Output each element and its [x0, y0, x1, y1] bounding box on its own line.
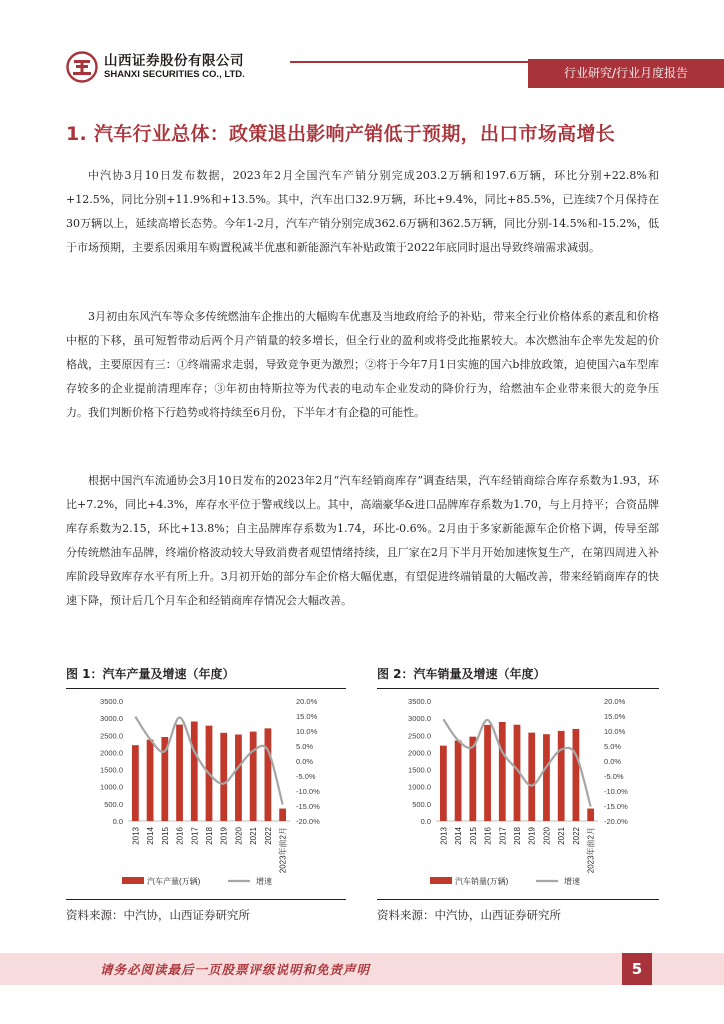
y-right-tick-label: 10.0% — [604, 727, 626, 736]
x-tick-label: 2014 — [146, 827, 156, 845]
y-left-tick-label: 3500.0 — [100, 697, 123, 706]
x-tick-label: 2019 — [527, 827, 537, 845]
x-tick-label: 2018 — [205, 827, 214, 845]
bar-2016 — [484, 725, 491, 821]
bar-2013 — [132, 745, 139, 821]
y-right-tick-label: -10.0% — [296, 787, 320, 796]
page-number: 5 — [622, 953, 652, 985]
bar-2022 — [265, 728, 272, 821]
y-left-tick-label: 0.0 — [420, 817, 431, 826]
y-right-tick-label: 20.0% — [604, 697, 626, 706]
bar-2022 — [573, 729, 580, 821]
figure-1-bottom-rule — [66, 899, 346, 900]
legend-bar-label: 汽车产量(万辆) — [147, 877, 201, 886]
x-tick-label: 2016 — [175, 827, 185, 845]
y-left-tick-label: 2500.0 — [100, 731, 123, 741]
figure-2-bottom-rule — [377, 899, 659, 900]
y-right-tick-label: 20.0% — [296, 697, 318, 706]
y-left-tick-label: 3500.0 — [408, 697, 431, 706]
x-tick-label: 2015 — [468, 827, 478, 845]
footer-bar — [0, 953, 724, 985]
y-left-tick-label: 1000.0 — [408, 782, 431, 792]
legend-line-label: 增速 — [564, 877, 580, 886]
footer-disclaimer: 请务必阅读最后一页股票评级说明和免责声明 — [100, 962, 371, 977]
bar-2017 — [191, 722, 198, 821]
bar-2023年1-2月 — [587, 809, 594, 821]
x-tick-label: 2016 — [483, 827, 493, 845]
bar-2013 — [440, 746, 447, 821]
figure-2-top-rule — [377, 688, 659, 689]
y-left-tick-label: 1500.0 — [100, 765, 123, 775]
x-tick-label: 2019 — [219, 827, 229, 845]
x-tick-label: 2013 — [439, 827, 449, 845]
bar-2023年1-2月 — [279, 809, 286, 821]
figure-1-caption: 图 1：汽车产量及增速（年度） — [66, 667, 235, 681]
y-right-tick-label: -5.0% — [296, 772, 316, 781]
bar-2020 — [235, 734, 242, 821]
y-right-tick-label: -20.0% — [604, 817, 628, 826]
y-right-tick-label: -10.0% — [604, 787, 628, 796]
x-tick-label: 2021 — [249, 827, 259, 845]
legend-bar-label: 汽车销量(万辆) — [455, 877, 509, 886]
x-tick-label: 2020 — [234, 827, 244, 845]
y-left-tick-label: 0.0 — [112, 817, 123, 826]
y-left-tick-label: 1000.0 — [100, 782, 123, 792]
y-left-tick-label: 2500.0 — [408, 731, 431, 741]
y-left-tick-label: 500.0 — [412, 799, 431, 809]
bar-2021 — [558, 731, 565, 821]
x-tick-label: 2023年前2月 — [278, 827, 288, 874]
y-left-tick-label: 500.0 — [104, 799, 123, 809]
bar-2014 — [455, 740, 462, 821]
x-tick-label: 2021 — [557, 827, 567, 845]
y-right-tick-label: 5.0% — [604, 742, 622, 751]
x-tick-label: 2017 — [498, 827, 508, 845]
company-name-en: SHANXI SECURITIES CO., LTD. — [104, 69, 245, 80]
bar-2021 — [250, 732, 257, 821]
x-tick-label: 2022 — [263, 827, 273, 845]
x-tick-label: 2013 — [131, 827, 141, 845]
figure-1-top-rule — [66, 688, 346, 689]
paragraph-dealer-inventory: 根据中国汽车流通协会3月10日发布的2023年2月“汽车经销商库存”调查结果，汽车经销商综合库存系数为1.93，环比+7.2%，同比+4.3%，库存水平位于警戒线以上。其中，高端豪华&进口品牌库存系数为1.70，与上月持平；合资品牌库存系数为2.15，环比+13.8%；自主品牌库存系数为1.74，环比-0.6%。2月由于多家新能源车企价格下调，传导至部分传统燃油车品牌，终端价格波动较大导致消费者观望情绪持续，且厂家在2月下半月开始加速恢复生产，在第四周进入补库阶段导致库存水平有所上升。3月初开始的部分车企价格大幅优惠，有望促进终端销量的大幅改善，带来经销商库存的快速下降，预计后几个月车企和经销商库存情况会大幅改善。 — [66, 474, 659, 607]
y-right-tick-label: 15.0% — [604, 712, 626, 721]
figure-2-caption: 图 2：汽车销量及增速（年度） — [377, 667, 546, 681]
report-type-tag: 行业研究/行业月度报告 — [528, 59, 724, 88]
y-right-tick-label: -5.0% — [604, 772, 624, 781]
company-name-cn: 山西证券股份有限公司 — [104, 53, 244, 69]
y-left-tick-label: 3000.0 — [408, 714, 431, 724]
y-right-tick-label: -15.0% — [604, 802, 628, 811]
figure-1-chart — [78, 690, 336, 898]
legend-bar-swatch — [122, 877, 144, 884]
y-right-tick-label: 10.0% — [296, 727, 318, 736]
y-right-tick-label: -15.0% — [296, 802, 320, 811]
figure-2-source: 资料来源：中汽协，山西证券研究所 — [377, 908, 561, 922]
x-tick-label: 2017 — [190, 827, 200, 845]
figure-1-source: 资料来源：中汽协，山西证券研究所 — [66, 908, 250, 922]
y-right-tick-label: 5.0% — [296, 742, 314, 751]
x-tick-label: 2022 — [571, 827, 581, 845]
x-tick-label: 2015 — [160, 827, 170, 845]
y-right-tick-label: 0.0% — [604, 757, 622, 766]
bar-2015 — [469, 737, 476, 821]
y-right-tick-label: 15.0% — [296, 712, 318, 721]
bar-2016 — [176, 725, 183, 821]
x-tick-label: 2023年前2月 — [586, 827, 596, 874]
paragraph-production-sales: 中汽协3月10日发布数据，2023年2月全国汽车产销分别完成203.2万辆和197.6万辆，环比分别+22.8%和+12.5%，同比分别+11.9%和+13.5%。其中，汽车出口32.9万辆，环比+9.4%，同比+85.5%，已连续7个月保持在30万辆以上，延续高增长态势。今年1-2月，汽车产销分别完成362.6万辆和362.5万辆，同比分别-14.5%和-15.2%，低于市场预期，主要系因乘用车购置税减半优惠和新能源汽车补贴政策于2022年底同时退出导致终端需求减弱。 — [66, 169, 659, 254]
x-tick-label: 2018 — [513, 827, 522, 845]
y-left-tick-label: 2000.0 — [100, 748, 123, 758]
bar-2014 — [147, 740, 154, 821]
bar-2019 — [528, 733, 535, 821]
legend-line-label: 增速 — [256, 877, 272, 886]
bar-2019 — [220, 733, 227, 821]
section-title: 1. 汽车行业总体：政策退出影响产销低于预期，出口市场高增长 — [66, 123, 616, 145]
y-left-tick-label: 2000.0 — [408, 748, 431, 758]
paragraph-price-war: 3月初由东风汽车等众多传统燃油车企推出的大幅购车优惠及当地政府给予的补贴，带来全行业价格体系的紊乱和价格中枢的下移，虽可短暂带动后两个月产销量的较多增长，但全行业的盈利或将受此拖累较大。本次燃油车企率先发起的价格战，主要原因有三：①终端需求走弱，导致竞争更为激烈；②将于今年7月1日实施的国六b排放政策，迫使国六a车型库存较多的企业提前清理库存；③年初由特斯拉等为代表的电动车企业发动的降价行为，给燃油车企业带来很大的竞争压力。我们判断价格下行趋势或将持续至6月份，下半年才有企稳的可能性。 — [66, 310, 659, 419]
y-left-tick-label: 3000.0 — [100, 714, 123, 724]
x-tick-label: 2020 — [542, 827, 552, 845]
bar-2020 — [543, 734, 550, 821]
header-bar — [0, 59, 724, 88]
legend-bar-swatch — [430, 877, 452, 884]
y-left-tick-label: 1500.0 — [408, 765, 431, 775]
y-right-tick-label: 0.0% — [296, 757, 314, 766]
bar-2017 — [499, 722, 506, 821]
y-right-tick-label: -20.0% — [296, 817, 320, 826]
figure-2-chart — [386, 690, 644, 898]
x-tick-label: 2014 — [454, 827, 464, 845]
